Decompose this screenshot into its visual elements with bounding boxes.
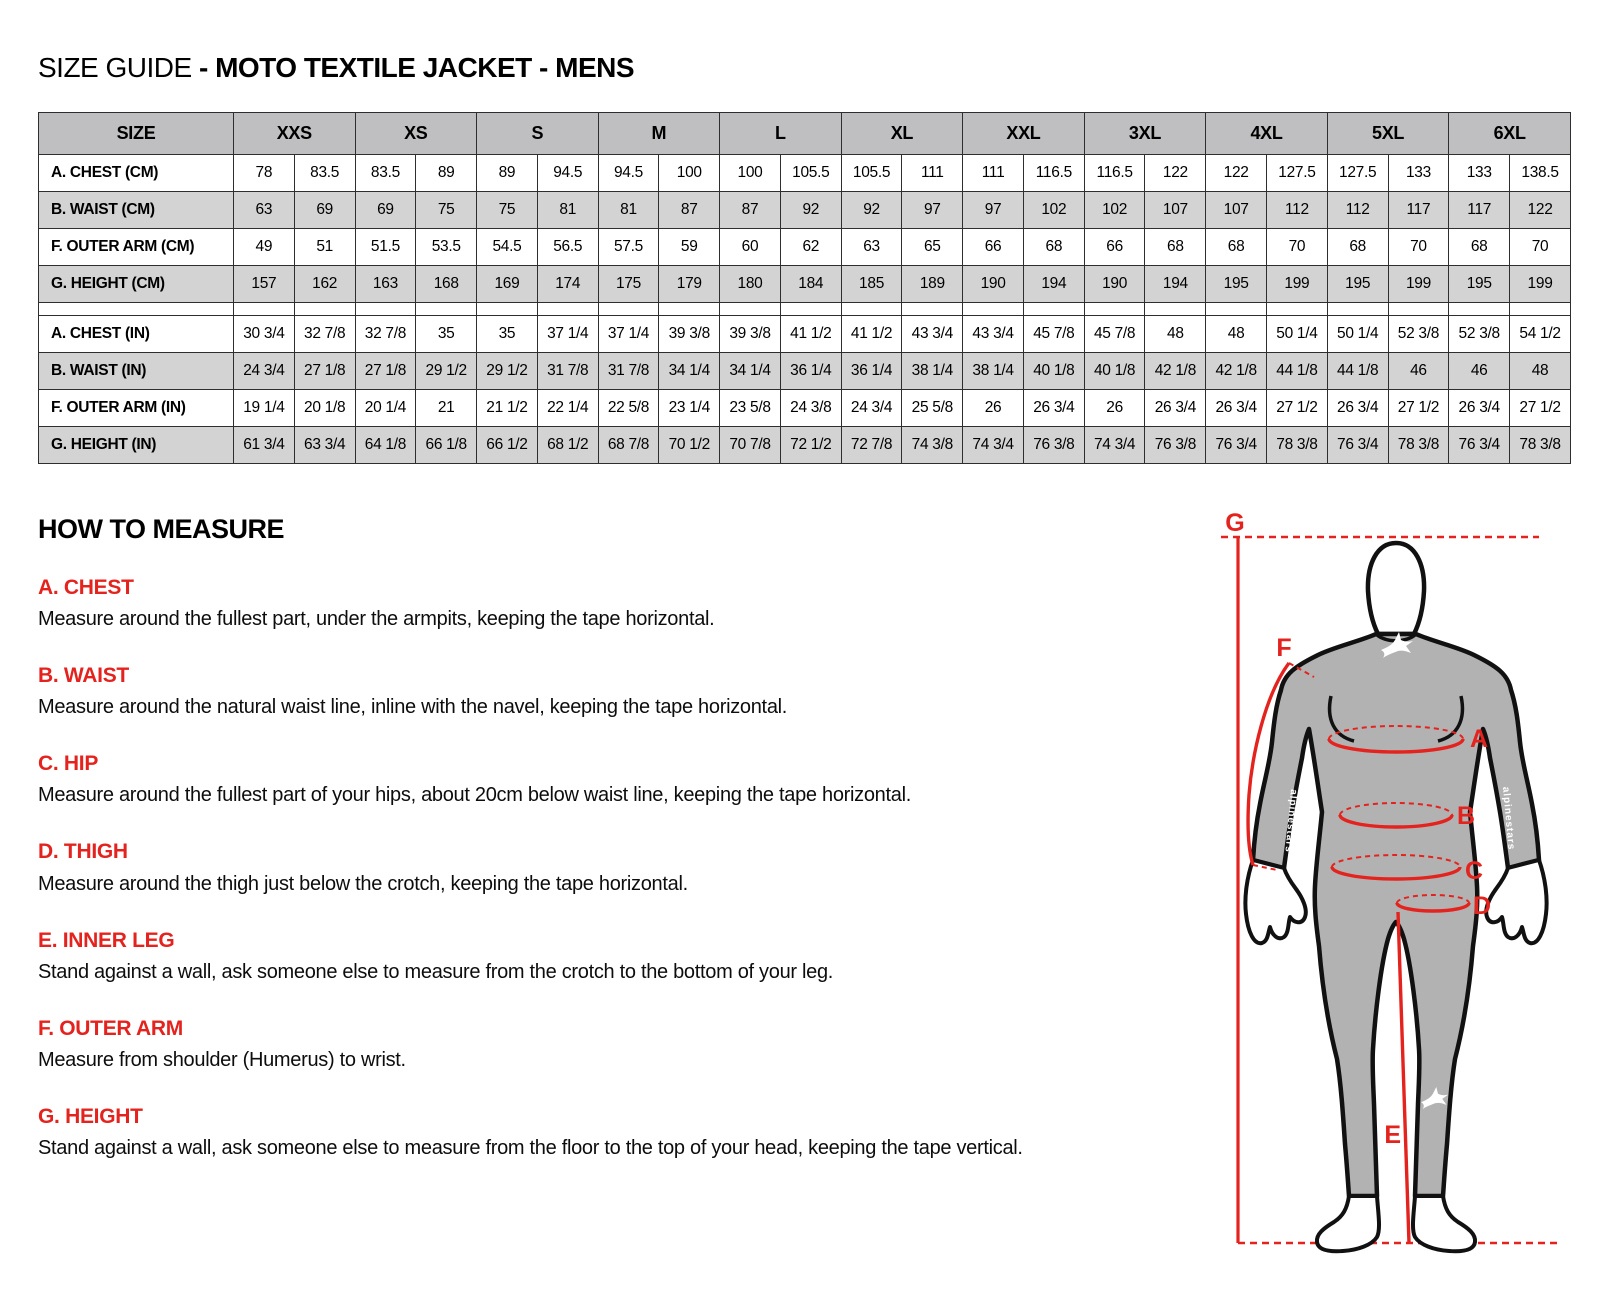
size-value-cell: 70 [1267,229,1328,266]
size-value-cell: 127.5 [1327,155,1388,192]
size-value-cell: 87 [659,192,720,229]
size-value-cell: 26 3/4 [1327,390,1388,427]
size-value-cell: 70 [1510,229,1571,266]
table-row [39,353,1571,390]
body-measurement-diagram [1185,493,1609,1293]
size-value-cell: 87 [720,192,781,229]
size-column-header: XL [841,113,963,155]
measure-section-text: Measure around the natural waist line, inline with the navel, keeping the tape horizontal. [38,696,788,719]
table-row [39,266,1571,303]
size-value-cell: 44 1/8 [1327,353,1388,390]
size-table-corner-header: SIZE [39,113,234,155]
measure-section-label: D. THIGH [38,840,128,864]
size-value-cell: 74 3/8 [902,427,963,464]
size-value-cell: 21 1/2 [477,390,538,427]
size-value-cell: 163 [355,266,416,303]
size-value-cell: 23 5/8 [720,390,781,427]
size-value-cell: 92 [780,192,841,229]
size-value-cell: 27 1/8 [355,353,416,390]
size-value-cell: 54.5 [477,229,538,266]
figure-head [1368,543,1424,634]
label-C: C [1465,857,1484,885]
size-value-cell: 78 [234,155,295,192]
size-value-cell: 168 [416,266,477,303]
size-value-cell: 117 [1388,192,1449,229]
size-value-cell: 184 [780,266,841,303]
size-value-cell: 40 1/8 [1023,353,1084,390]
size-column-header: 4XL [1206,113,1328,155]
row-label: A. CHEST (CM) [39,155,234,192]
size-value-cell: 37 1/4 [537,316,598,353]
table-row [39,427,1571,464]
size-value-cell: 102 [1084,192,1145,229]
size-value-cell: 107 [1206,192,1267,229]
label-G: G [1225,509,1245,537]
size-value-cell: 65 [902,229,963,266]
size-value-cell: 199 [1267,266,1328,303]
size-value-cell: 48 [1145,316,1206,353]
size-value-cell: 133 [1449,155,1510,192]
measure-section-text: Stand against a wall, ask someone else to measure from the floor to the top of your head, keeping the tape vertical. [38,1136,1023,1159]
size-value-cell: 138.5 [1510,155,1571,192]
size-value-cell: 48 [1206,316,1267,353]
size-value-cell: 26 3/4 [1449,390,1510,427]
size-value-cell: 63 [234,192,295,229]
size-value-cell: 195 [1449,266,1510,303]
size-table-header-row [39,113,1571,155]
size-value-cell: 26 [963,390,1024,427]
size-value-cell: 27 1/2 [1267,390,1328,427]
measure-section-label: G. HEIGHT [38,1104,143,1128]
size-value-cell: 76 3/8 [1145,427,1206,464]
size-value-cell: 49 [234,229,295,266]
size-value-cell: 185 [841,266,902,303]
measure-section [38,929,1188,984]
size-value-cell: 24 3/4 [234,353,295,390]
size-value-cell: 39 3/8 [720,316,781,353]
size-value-cell: 194 [1145,266,1206,303]
size-value-cell: 75 [416,192,477,229]
size-value-cell: 42 1/8 [1206,353,1267,390]
size-value-cell: 56.5 [537,229,598,266]
size-value-cell: 76 3/4 [1449,427,1510,464]
size-value-cell: 117 [1449,192,1510,229]
size-value-cell: 61 3/4 [234,427,295,464]
size-value-cell: 100 [720,155,781,192]
size-value-cell: 24 3/4 [841,390,902,427]
size-value-cell: 24 3/8 [780,390,841,427]
size-value-cell: 20 1/8 [294,390,355,427]
size-value-cell: 68 [1145,229,1206,266]
row-label: B. WAIST (IN) [39,353,234,390]
size-value-cell: 42 1/8 [1145,353,1206,390]
size-value-cell: 32 7/8 [355,316,416,353]
size-value-cell: 175 [598,266,659,303]
size-value-cell: 78 3/8 [1388,427,1449,464]
size-value-cell: 34 1/4 [720,353,781,390]
measure-section [38,1105,1188,1160]
size-value-cell: 74 3/4 [963,427,1024,464]
size-value-cell: 72 7/8 [841,427,902,464]
size-value-cell: 68 [1327,229,1388,266]
size-value-cell: 78 3/8 [1510,427,1571,464]
size-value-cell: 76 3/8 [1023,427,1084,464]
size-value-cell: 27 1/2 [1388,390,1449,427]
size-value-cell: 48 [1510,353,1571,390]
size-value-cell: 23 1/4 [659,390,720,427]
size-value-cell: 66 1/8 [416,427,477,464]
label-E: E [1384,1121,1401,1149]
row-label: F. OUTER ARM (IN) [39,390,234,427]
size-value-cell: 22 1/4 [537,390,598,427]
size-value-cell: 32 7/8 [294,316,355,353]
size-value-cell: 62 [780,229,841,266]
size-value-cell: 92 [841,192,902,229]
size-value-cell: 97 [963,192,1024,229]
size-value-cell: 76 3/4 [1206,427,1267,464]
size-value-cell: 66 [963,229,1024,266]
size-column-header: 3XL [1084,113,1206,155]
measure-section [38,1017,1188,1072]
table-row [39,192,1571,229]
size-value-cell: 112 [1327,192,1388,229]
size-value-cell: 60 [720,229,781,266]
size-value-cell: 26 [1084,390,1145,427]
size-value-cell: 39 3/8 [659,316,720,353]
size-value-cell: 127.5 [1267,155,1328,192]
size-value-cell: 78 3/8 [1267,427,1328,464]
size-value-cell: 122 [1206,155,1267,192]
size-value-cell: 52 3/8 [1449,316,1510,353]
size-value-cell: 34 1/4 [659,353,720,390]
size-value-cell: 68 1/2 [537,427,598,464]
size-value-cell: 157 [234,266,295,303]
size-value-cell: 189 [902,266,963,303]
size-value-cell: 83.5 [294,155,355,192]
size-value-cell: 199 [1388,266,1449,303]
size-value-cell: 107 [1145,192,1206,229]
measure-section-text: Measure from shoulder (Humerus) to wrist. [38,1048,406,1071]
size-value-cell: 94.5 [598,155,659,192]
size-value-cell: 169 [477,266,538,303]
size-value-cell: 53.5 [416,229,477,266]
left-foot [1317,1196,1379,1251]
size-value-cell: 27 1/8 [294,353,355,390]
size-column-header: S [477,113,599,155]
label-F: F [1276,634,1292,662]
measure-section-text: Stand against a wall, ask someone else to measure from the crotch to the bottom of your leg. [38,960,834,983]
size-value-cell: 50 1/4 [1267,316,1328,353]
size-value-cell: 63 [841,229,902,266]
size-value-cell: 43 3/4 [902,316,963,353]
table-row [39,316,1571,353]
measure-section [38,752,1188,807]
size-value-cell: 51.5 [355,229,416,266]
size-value-cell: 111 [963,155,1024,192]
right-hand [1486,860,1546,943]
label-B: B [1457,802,1476,830]
size-value-cell: 66 [1084,229,1145,266]
size-value-cell: 194 [1023,266,1084,303]
size-value-cell: 63 3/4 [294,427,355,464]
measure-section-text: Measure around the fullest part, under the armpits, keeping the tape horizontal. [38,608,715,631]
size-value-cell: 105.5 [780,155,841,192]
size-value-cell: 22 5/8 [598,390,659,427]
size-column-header: 6XL [1449,113,1571,155]
row-label: F. OUTER ARM (CM) [39,229,234,266]
how-to-measure-heading: HOW TO MEASURE [38,514,285,544]
measure-section-label: C. HIP [38,752,99,776]
row-label: B. WAIST (CM) [39,192,234,229]
measure-section-label: A. CHEST [38,576,134,599]
size-value-cell: 38 1/4 [963,353,1024,390]
size-value-cell: 46 [1449,353,1510,390]
size-value-cell: 31 7/8 [537,353,598,390]
measure-section-text: Measure around the fullest part of your hips, about 20cm below waist line, keeping the tape horizontal. [38,784,911,807]
table-row [39,229,1571,266]
size-value-cell: 68 7/8 [598,427,659,464]
size-value-cell: 36 1/4 [780,353,841,390]
row-label: G. HEIGHT (CM) [39,266,234,303]
size-value-cell: 37 1/4 [598,316,659,353]
size-value-cell: 76 3/4 [1327,427,1388,464]
measure-section [38,664,1188,719]
size-value-cell: 122 [1145,155,1206,192]
size-value-cell: 105.5 [841,155,902,192]
row-label: A. CHEST (IN) [39,316,234,353]
size-value-cell: 44 1/8 [1267,353,1328,390]
size-value-cell: 45 7/8 [1023,316,1084,353]
left-arm-brand-text: alpinestars [1282,788,1299,854]
page-title-bold: - MOTO TEXTILE JACKET - MENS [198,52,635,83]
separator-row [39,303,1571,316]
size-value-cell: 81 [537,192,598,229]
size-value-cell: 70 [1388,229,1449,266]
size-value-cell: 174 [537,266,598,303]
size-column-header: XXS [234,113,356,155]
size-value-cell: 50 1/4 [1327,316,1388,353]
size-value-cell: 66 1/2 [477,427,538,464]
size-value-cell: 94.5 [537,155,598,192]
size-value-cell: 122 [1510,192,1571,229]
size-value-cell: 97 [902,192,963,229]
size-value-cell: 179 [659,266,720,303]
size-value-cell: 68 [1449,229,1510,266]
size-value-cell: 116.5 [1084,155,1145,192]
right-foot [1413,1196,1475,1251]
size-value-cell: 190 [1084,266,1145,303]
size-value-cell: 180 [720,266,781,303]
size-value-cell: 54 1/2 [1510,316,1571,353]
measure-section [38,840,1188,895]
size-value-cell: 74 3/4 [1084,427,1145,464]
size-value-cell: 69 [355,192,416,229]
size-value-cell: 70 1/2 [659,427,720,464]
measure-section-label: B. WAIST [38,664,129,688]
size-value-cell: 38 1/4 [902,353,963,390]
left-hand [1245,860,1305,943]
size-value-cell: 162 [294,266,355,303]
size-value-cell: 64 1/8 [355,427,416,464]
page-title-regular: SIZE GUIDE [38,52,199,83]
size-value-cell: 52 3/8 [1388,316,1449,353]
body-diagram-svg [1185,493,1609,1293]
size-value-cell: 195 [1327,266,1388,303]
size-value-cell: 35 [477,316,538,353]
size-value-cell: 26 3/4 [1206,390,1267,427]
size-value-cell: 40 1/8 [1084,353,1145,390]
measure-section-label: E. INNER LEG [38,928,175,952]
size-column-header: 5XL [1327,113,1449,155]
size-column-header: XXL [963,113,1085,155]
size-value-cell: 36 1/4 [841,353,902,390]
size-value-cell: 89 [416,155,477,192]
size-table [38,112,1571,464]
size-value-cell: 100 [659,155,720,192]
size-value-cell: 43 3/4 [963,316,1024,353]
size-value-cell: 26 3/4 [1145,390,1206,427]
size-column-header: L [720,113,842,155]
size-value-cell: 41 1/2 [841,316,902,353]
size-value-cell: 25 5/8 [902,390,963,427]
size-value-cell: 72 1/2 [780,427,841,464]
table-row [39,155,1571,192]
size-column-header: XS [355,113,477,155]
size-value-cell: 75 [477,192,538,229]
size-value-cell: 69 [294,192,355,229]
size-value-cell: 27 1/2 [1510,390,1571,427]
size-value-cell: 59 [659,229,720,266]
size-value-cell: 68 [1206,229,1267,266]
size-value-cell: 46 [1388,353,1449,390]
size-value-cell: 83.5 [355,155,416,192]
table-row [39,390,1571,427]
size-value-cell: 29 1/2 [477,353,538,390]
measure-section-text: Measure around the thigh just below the crotch, keeping the tape horizontal. [38,872,688,895]
size-value-cell: 70 7/8 [720,427,781,464]
label-D: D [1473,892,1492,920]
size-value-cell: 29 1/2 [416,353,477,390]
row-label: G. HEIGHT (IN) [39,427,234,464]
size-value-cell: 112 [1267,192,1328,229]
size-value-cell: 30 3/4 [234,316,295,353]
size-value-cell: 68 [1023,229,1084,266]
size-value-cell: 199 [1510,266,1571,303]
size-value-cell: 26 3/4 [1023,390,1084,427]
label-A: A [1470,725,1489,753]
size-value-cell: 20 1/4 [355,390,416,427]
size-value-cell: 195 [1206,266,1267,303]
right-arm-brand-text: alpinestars [1500,786,1517,851]
measure-sections [38,576,1188,1193]
size-value-cell: 41 1/2 [780,316,841,353]
size-value-cell: 116.5 [1023,155,1084,192]
size-value-cell: 19 1/4 [234,390,295,427]
size-value-cell: 35 [416,316,477,353]
measure-section-label: F. OUTER ARM [38,1016,183,1040]
size-value-cell: 190 [963,266,1024,303]
size-column-header: M [598,113,720,155]
size-value-cell: 102 [1023,192,1084,229]
size-value-cell: 21 [416,390,477,427]
size-value-cell: 133 [1388,155,1449,192]
size-value-cell: 81 [598,192,659,229]
size-value-cell: 51 [294,229,355,266]
size-value-cell: 57.5 [598,229,659,266]
size-value-cell: 45 7/8 [1084,316,1145,353]
size-value-cell: 111 [902,155,963,192]
measure-section [38,576,1188,631]
size-value-cell: 31 7/8 [598,353,659,390]
size-value-cell: 89 [477,155,538,192]
page-title [38,52,634,84]
